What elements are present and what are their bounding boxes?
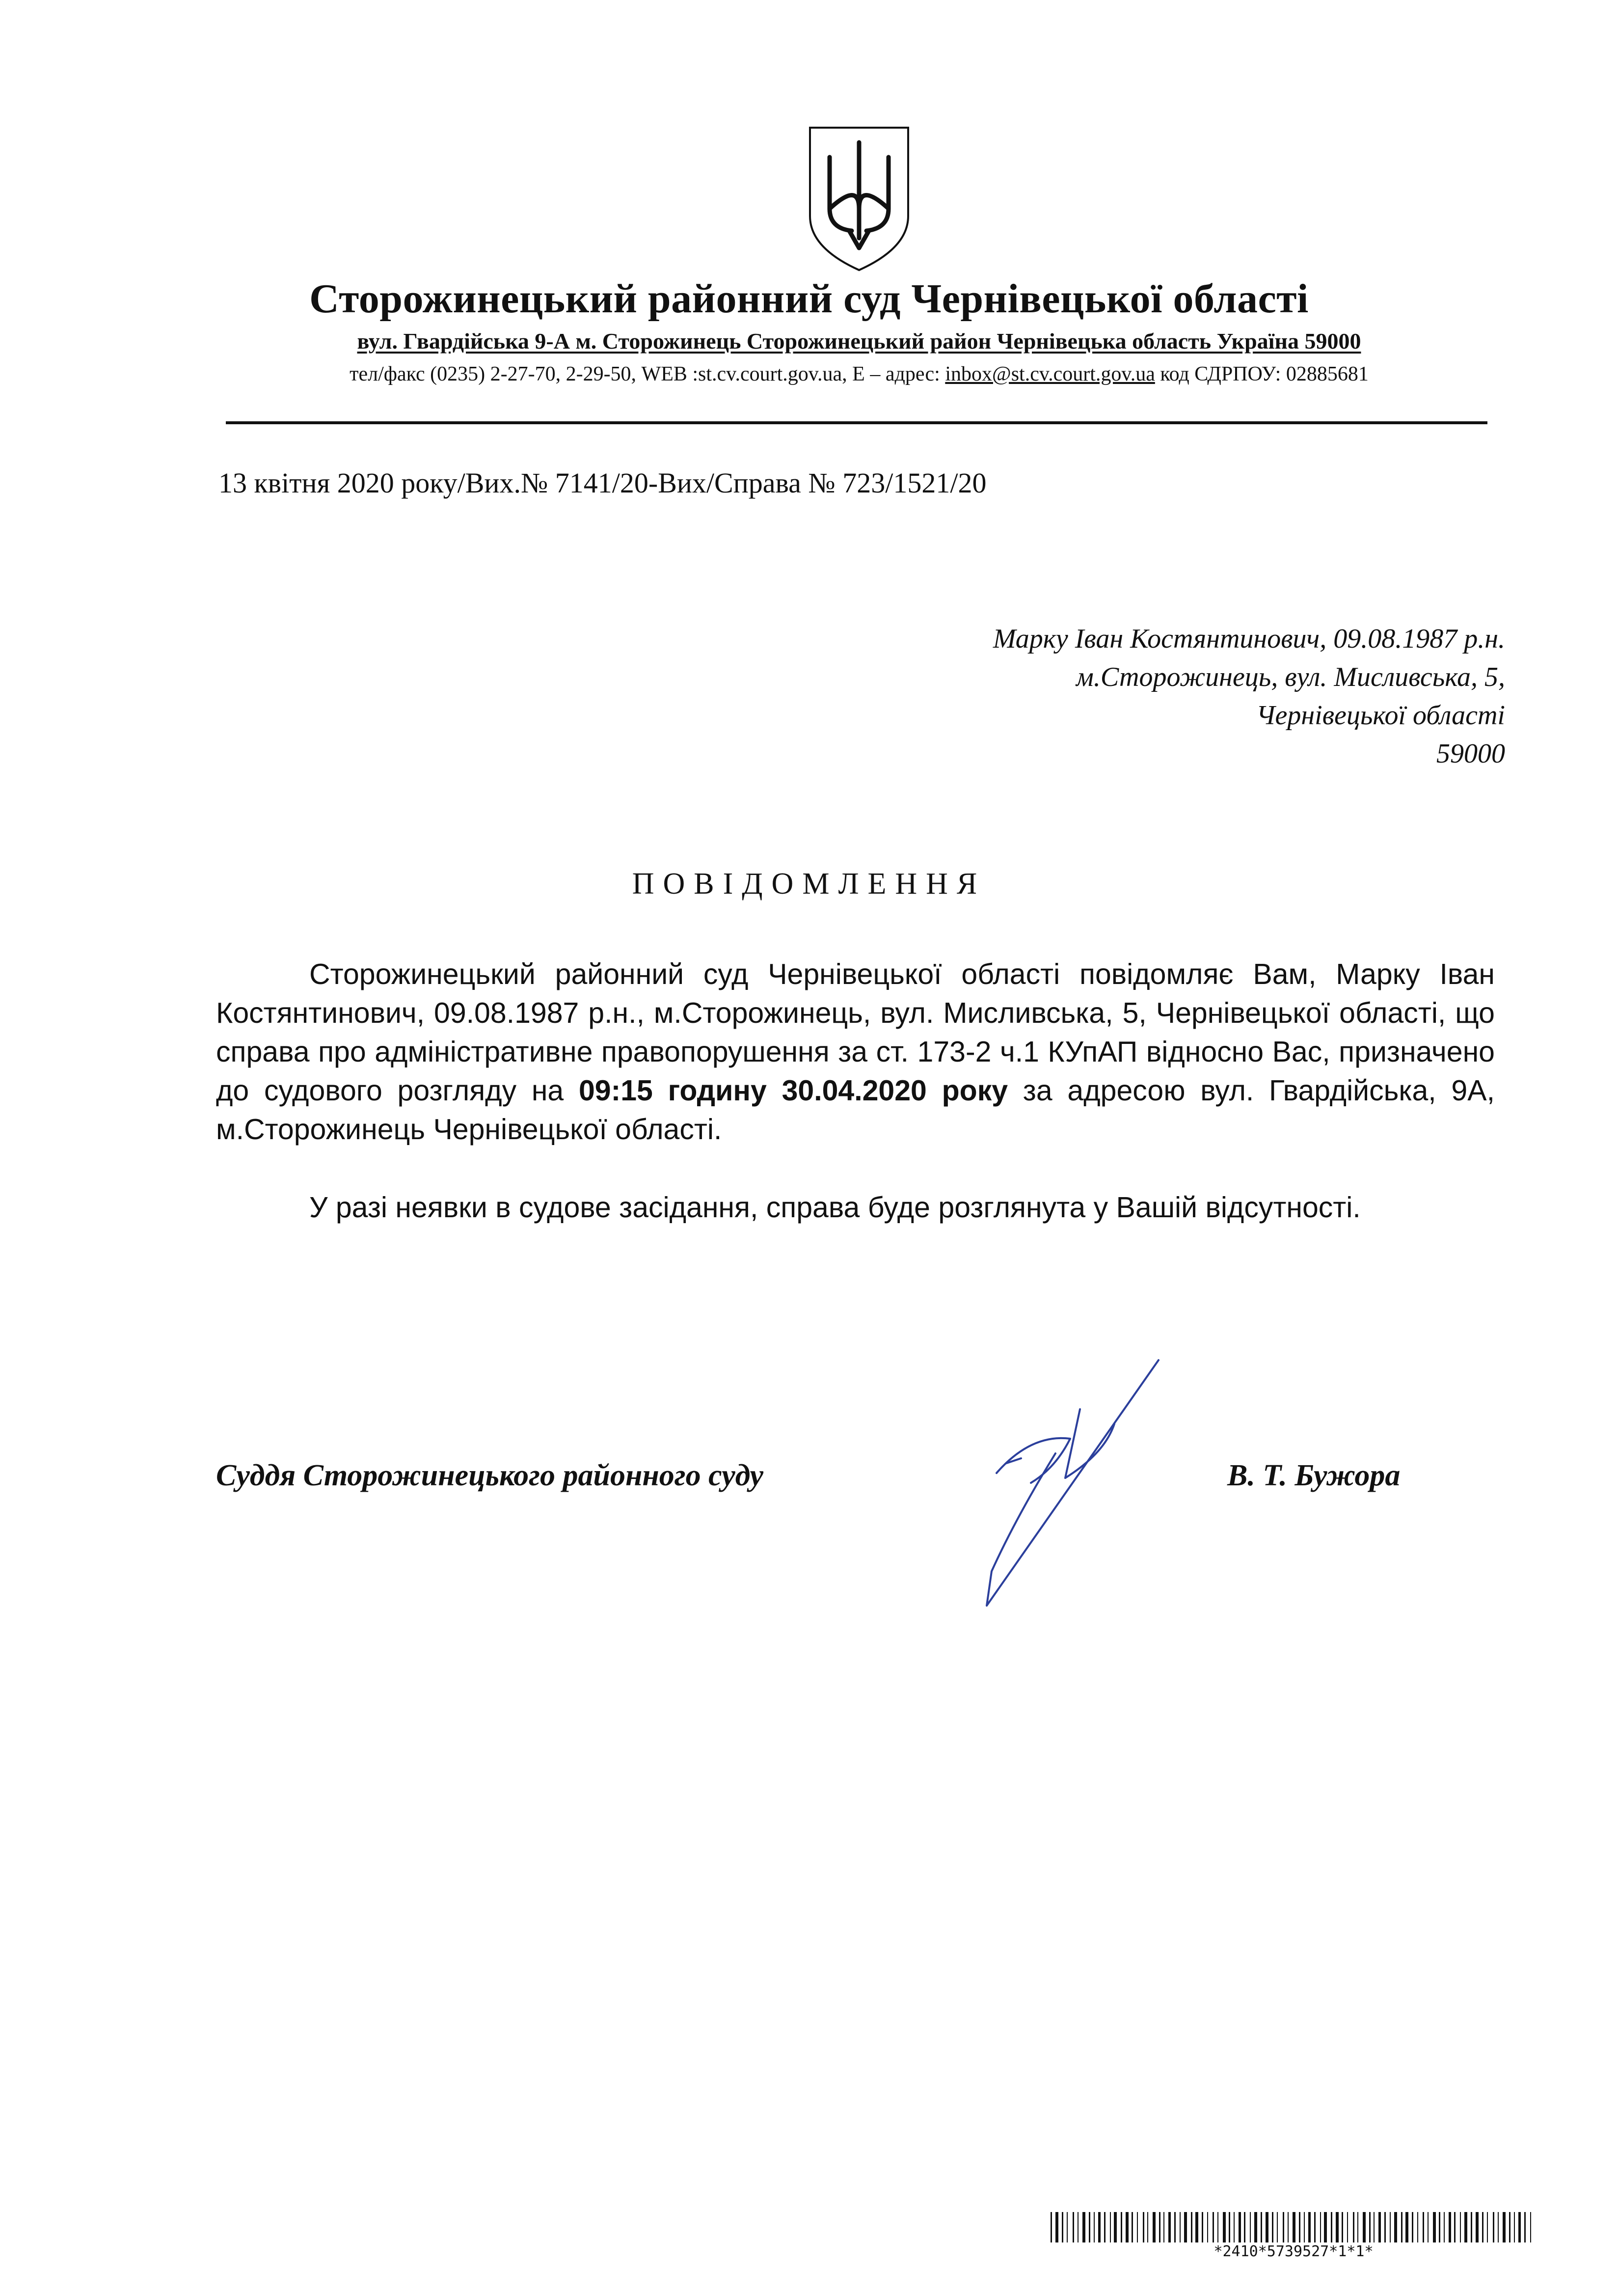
hearing-datetime: 09:15 годину 30.04.2020 року [578, 1074, 1008, 1107]
court-name: Сторожинецький районний суд Чернівецької області [309, 276, 1309, 322]
notice-paragraph-2: У разі неявки в судове засідання, справа буде розглянута у Вашій відсутності. [309, 1191, 1361, 1224]
handwritten-signature-icon [957, 1355, 1232, 1611]
notice-body [216, 955, 1495, 1227]
recipient-name: Марку Іван Костянтинович, 09.08.1987 р.н. [993, 624, 1505, 654]
barcode-icon [1051, 2212, 1537, 2242]
header-divider [226, 421, 1487, 424]
outgoing-reference: 13 квітня 2020 року/Вих.№ 7141/20-Вих/Справа № 723/1521/20 [218, 467, 987, 499]
notice-paragraph-1: Сторожинецький районний суд Чернівецької області повідомляє Вам, Марку Іван Костянтинович, 09.08.1987 р.н., м.Сторожинець, вул. Мисливська, 5, Чернівецької області, що справа про адміністративне правопорушення за ст. 173-2 ч.1 КУпАП відносно Вас, призначено до судового розгляду на 09:15 годину 30.04.2020 року за адресою вул. Гвардійська, 9А, м.Сторожинець Чернівецької області. [216, 958, 1495, 1146]
barcode-number: *2410*5739527*1*1* [1214, 2243, 1374, 2260]
recipient-region: Чернівецької області [1256, 700, 1505, 731]
document-heading: ПОВІДОМЛЕННЯ [632, 867, 986, 901]
trident-coat-of-arms-icon [805, 123, 913, 275]
signer-name: В. Т. Бужора [1227, 1459, 1401, 1492]
contacts-phone-web: тел/факс (0235) 2-27-70, 2-29-50, WEB :st.cv.court.gov.ua, E – адрес: [350, 363, 945, 385]
court-email-link[interactable]: inbox@st.cv.court.gov.ua [945, 363, 1155, 385]
contacts-code: код СДРПОУ: 02885681 [1155, 363, 1369, 385]
court-contacts [241, 362, 1478, 386]
court-address: вул. Гвардійська 9-А м. Сторожинець Сторожинецький район Чернівецька область Україна 59000 [357, 328, 1361, 354]
recipient-postcode: 59000 [1436, 738, 1505, 769]
signer-title: Суддя Сторожинецького районного суду [216, 1459, 764, 1492]
recipient-street: м.Сторожинець, вул. Мисливська, 5, [1076, 662, 1505, 692]
recipient-block [621, 620, 1505, 773]
